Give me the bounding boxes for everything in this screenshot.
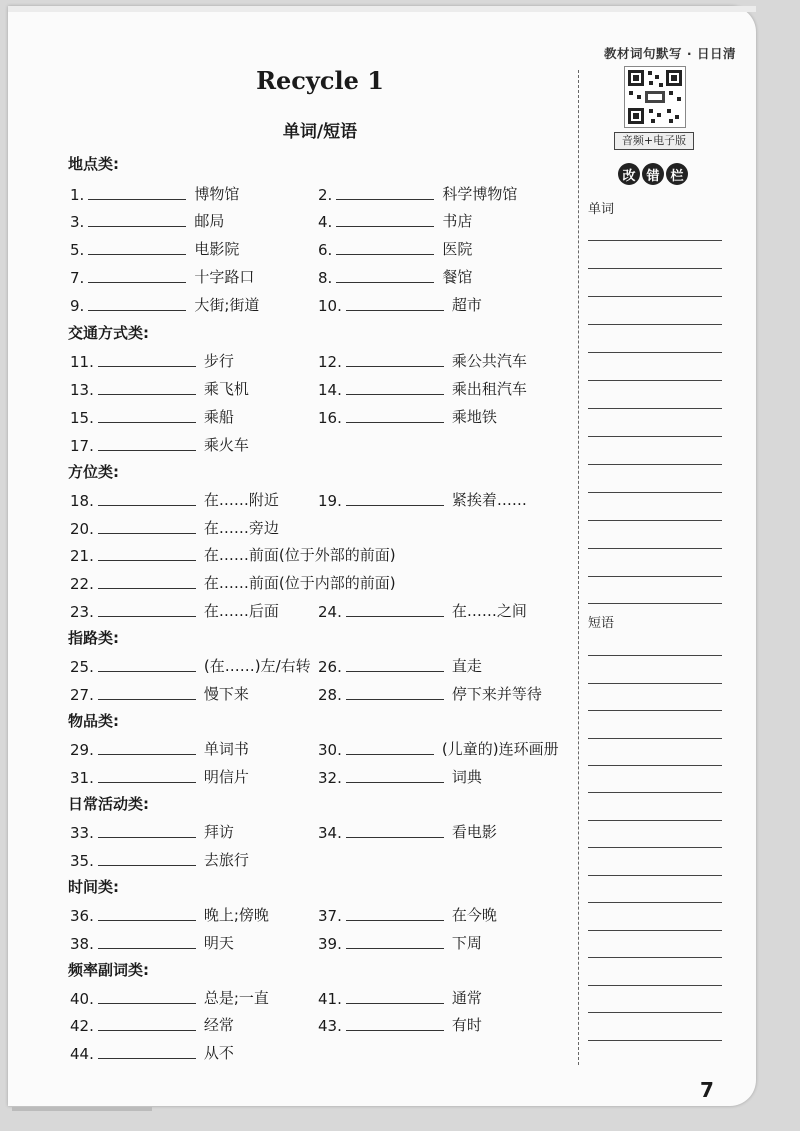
scan-edge-mark bbox=[12, 1107, 152, 1111]
correction-line[interactable] bbox=[588, 520, 722, 521]
page-top-edge bbox=[8, 6, 756, 12]
item-number: 40. bbox=[70, 990, 94, 1008]
answer-blank[interactable] bbox=[98, 947, 196, 949]
item-number: 4. bbox=[318, 213, 333, 231]
item-meaning: 大街;街道 bbox=[194, 296, 260, 314]
badge-char: 改 bbox=[618, 163, 640, 185]
item-meaning: 通常 bbox=[451, 989, 482, 1007]
correction-line[interactable] bbox=[588, 1040, 722, 1041]
item-number: 24. bbox=[318, 603, 342, 621]
answer-blank[interactable] bbox=[98, 365, 196, 367]
item-number: 23. bbox=[70, 603, 94, 621]
vocab-item-34 bbox=[318, 821, 497, 842]
badge-char: 栏 bbox=[666, 163, 688, 185]
vocab-item-19 bbox=[318, 489, 527, 510]
item-meaning: 乘飞机 bbox=[203, 380, 249, 398]
item-meaning: 乘火车 bbox=[203, 436, 249, 454]
vocab-item-23 bbox=[70, 600, 279, 621]
correction-line[interactable] bbox=[588, 408, 722, 409]
answer-blank[interactable] bbox=[346, 615, 444, 617]
item-meaning: 紧挨着…… bbox=[451, 491, 527, 509]
answer-blank[interactable] bbox=[98, 1002, 196, 1004]
vocab-item-33 bbox=[70, 821, 234, 842]
correction-line[interactable] bbox=[588, 1012, 722, 1013]
section-label-position: 方位类: bbox=[68, 463, 119, 481]
vocab-item-25 bbox=[70, 655, 311, 676]
correction-line[interactable] bbox=[588, 324, 722, 325]
correction-line[interactable] bbox=[588, 296, 722, 297]
answer-blank[interactable] bbox=[88, 281, 186, 283]
item-meaning: 餐馆 bbox=[442, 268, 473, 286]
item-number: 41. bbox=[318, 990, 342, 1008]
page-number: 7 bbox=[700, 1078, 714, 1102]
vocab-item-4 bbox=[318, 210, 472, 231]
item-number: 42. bbox=[70, 1017, 94, 1035]
item-number: 20. bbox=[70, 520, 94, 538]
item-meaning: 慢下来 bbox=[203, 685, 249, 703]
answer-blank[interactable] bbox=[346, 393, 444, 395]
vocab-item-2 bbox=[318, 183, 517, 204]
item-meaning: 单词书 bbox=[203, 740, 249, 758]
correction-line[interactable] bbox=[588, 792, 722, 793]
answer-blank[interactable] bbox=[346, 1029, 444, 1031]
item-number: 16. bbox=[318, 409, 342, 427]
item-number: 31. bbox=[70, 769, 94, 787]
item-number: 1. bbox=[70, 186, 85, 204]
item-number: 18. bbox=[70, 492, 94, 510]
item-number: 15. bbox=[70, 409, 94, 427]
answer-blank[interactable] bbox=[98, 421, 196, 423]
item-meaning: 乘公共汽车 bbox=[451, 352, 527, 370]
item-meaning: 去旅行 bbox=[203, 851, 249, 869]
item-number: 19. bbox=[318, 492, 342, 510]
answer-blank[interactable] bbox=[346, 421, 444, 423]
vocab-item-11 bbox=[70, 350, 234, 371]
item-number: 27. bbox=[70, 686, 94, 704]
answer-blank[interactable] bbox=[346, 698, 444, 700]
item-meaning: 电影院 bbox=[194, 240, 240, 258]
item-meaning: 直走 bbox=[451, 657, 482, 675]
vocab-item-21 bbox=[70, 544, 396, 565]
item-meaning: (儿童的)连环画册 bbox=[441, 740, 559, 758]
item-meaning: 医院 bbox=[442, 240, 473, 258]
vocab-item-13 bbox=[70, 378, 249, 399]
answer-blank[interactable] bbox=[346, 781, 444, 783]
vocab-item-1 bbox=[70, 183, 239, 204]
series-header: 教材词句默写 · 日日清 bbox=[604, 46, 736, 61]
answer-blank[interactable] bbox=[98, 1057, 196, 1059]
vocab-item-3 bbox=[70, 210, 224, 231]
vocab-item-38 bbox=[70, 932, 234, 953]
answer-blank[interactable] bbox=[98, 864, 196, 866]
item-number: 11. bbox=[70, 353, 94, 371]
item-meaning: 看电影 bbox=[451, 823, 497, 841]
answer-blank[interactable] bbox=[98, 532, 196, 534]
vocab-item-37 bbox=[318, 904, 497, 925]
vocab-item-27 bbox=[70, 683, 249, 704]
section-label-objects: 物品类: bbox=[68, 712, 119, 730]
item-meaning: 停下来并等待 bbox=[451, 685, 542, 703]
item-meaning: (在……)左/右转 bbox=[203, 657, 311, 675]
answer-blank[interactable] bbox=[98, 670, 196, 672]
item-meaning: 明天 bbox=[203, 934, 234, 952]
item-number: 33. bbox=[70, 824, 94, 842]
answer-blank[interactable] bbox=[98, 559, 196, 561]
item-number: 10. bbox=[318, 297, 342, 315]
vocab-item-22 bbox=[70, 572, 396, 593]
item-meaning: 下周 bbox=[451, 934, 482, 952]
item-number: 38. bbox=[70, 935, 94, 953]
section-label-frequency: 频率副词类: bbox=[68, 961, 149, 979]
vocab-item-15 bbox=[70, 406, 234, 427]
item-number: 13. bbox=[70, 381, 94, 399]
vocab-item-41 bbox=[318, 987, 482, 1008]
answer-blank[interactable] bbox=[88, 253, 186, 255]
section-label-activities: 日常活动类: bbox=[68, 795, 149, 813]
item-meaning: 步行 bbox=[203, 352, 234, 370]
correction-line[interactable] bbox=[588, 710, 722, 711]
item-number: 9. bbox=[70, 297, 85, 315]
item-meaning: 词典 bbox=[451, 768, 482, 786]
item-number: 17. bbox=[70, 437, 94, 455]
vocab-item-39 bbox=[318, 932, 482, 953]
page-subtitle: 单词/短语 bbox=[282, 122, 358, 142]
answer-blank[interactable] bbox=[346, 365, 444, 367]
correction-line[interactable] bbox=[588, 930, 722, 931]
item-meaning: 拜访 bbox=[203, 823, 234, 841]
item-meaning: 总是;一直 bbox=[203, 989, 269, 1007]
item-meaning: 在……后面 bbox=[203, 602, 279, 620]
vocab-item-32 bbox=[318, 766, 482, 787]
item-number: 21. bbox=[70, 547, 94, 565]
item-number: 14. bbox=[318, 381, 342, 399]
section-label-time: 时间类: bbox=[68, 878, 119, 896]
vocab-item-14 bbox=[318, 378, 527, 399]
item-number: 26. bbox=[318, 658, 342, 676]
item-number: 44. bbox=[70, 1045, 94, 1063]
answer-blank[interactable] bbox=[346, 504, 444, 506]
item-meaning: 在……前面(位于内部的前面) bbox=[203, 574, 396, 592]
correction-line[interactable] bbox=[588, 492, 722, 493]
vocab-item-26 bbox=[318, 655, 482, 676]
answer-blank[interactable] bbox=[346, 919, 444, 921]
correction-line[interactable] bbox=[588, 436, 722, 437]
correction-line[interactable] bbox=[588, 820, 722, 821]
vocab-item-6 bbox=[318, 238, 472, 259]
vocab-item-8 bbox=[318, 266, 472, 287]
item-meaning: 超市 bbox=[451, 296, 482, 314]
item-number: 39. bbox=[318, 935, 342, 953]
answer-blank[interactable] bbox=[346, 309, 444, 311]
vocab-item-17 bbox=[70, 434, 249, 455]
answer-blank[interactable] bbox=[98, 615, 196, 617]
correction-line[interactable] bbox=[588, 352, 722, 353]
correction-line[interactable] bbox=[588, 576, 722, 577]
vocab-item-36 bbox=[70, 904, 269, 925]
vocab-item-5 bbox=[70, 238, 239, 259]
vocab-item-20 bbox=[70, 517, 279, 538]
vocab-item-30 bbox=[318, 738, 559, 759]
item-meaning: 十字路口 bbox=[194, 268, 255, 286]
item-number: 36. bbox=[70, 907, 94, 925]
answer-blank[interactable] bbox=[98, 919, 196, 921]
answer-blank[interactable] bbox=[346, 947, 444, 949]
item-number: 29. bbox=[70, 741, 94, 759]
vocab-item-42 bbox=[70, 1014, 234, 1035]
item-number: 35. bbox=[70, 852, 94, 870]
badge-char: 错 bbox=[642, 163, 664, 185]
answer-blank[interactable] bbox=[88, 198, 186, 200]
item-number: 22. bbox=[70, 575, 94, 593]
item-meaning: 书店 bbox=[442, 212, 473, 230]
item-meaning: 在……附近 bbox=[203, 491, 279, 509]
vocab-item-29 bbox=[70, 738, 249, 759]
sidebar-words-label: 单词 bbox=[588, 202, 615, 217]
correction-line[interactable] bbox=[588, 548, 722, 549]
vocab-item-10 bbox=[318, 294, 482, 315]
vocab-item-43 bbox=[318, 1014, 482, 1035]
correction-line[interactable] bbox=[588, 738, 722, 739]
correction-line[interactable] bbox=[588, 902, 722, 903]
item-meaning: 邮局 bbox=[194, 212, 225, 230]
vocab-item-40 bbox=[70, 987, 269, 1008]
item-number: 43. bbox=[318, 1017, 342, 1035]
vocab-item-9 bbox=[70, 294, 259, 315]
answer-blank[interactable] bbox=[98, 781, 196, 783]
correction-line[interactable] bbox=[588, 875, 722, 876]
answer-blank[interactable] bbox=[98, 449, 196, 451]
section-label-directions: 指路类: bbox=[68, 629, 119, 647]
correction-line[interactable] bbox=[588, 683, 722, 684]
answer-blank[interactable] bbox=[98, 393, 196, 395]
item-meaning: 博物馆 bbox=[194, 185, 240, 203]
item-number: 8. bbox=[318, 269, 333, 287]
correction-column-badge bbox=[618, 163, 688, 185]
section-label-transport: 交通方式类: bbox=[68, 324, 149, 342]
item-number: 25. bbox=[70, 658, 94, 676]
correction-line[interactable] bbox=[588, 268, 722, 269]
correction-line[interactable] bbox=[588, 240, 722, 241]
item-meaning: 从不 bbox=[203, 1044, 234, 1062]
correction-line[interactable] bbox=[588, 985, 722, 986]
answer-blank[interactable] bbox=[346, 753, 434, 755]
item-meaning: 科学博物馆 bbox=[442, 185, 518, 203]
answer-blank[interactable] bbox=[346, 836, 444, 838]
item-meaning: 在……旁边 bbox=[203, 519, 279, 537]
answer-blank[interactable] bbox=[346, 1002, 444, 1004]
answer-blank[interactable] bbox=[88, 225, 186, 227]
vocab-item-12 bbox=[318, 350, 527, 371]
item-number: 34. bbox=[318, 824, 342, 842]
answer-blank[interactable] bbox=[98, 587, 196, 589]
vocab-item-28 bbox=[318, 683, 542, 704]
item-number: 7. bbox=[70, 269, 85, 287]
item-meaning: 有时 bbox=[451, 1016, 482, 1034]
correction-line[interactable] bbox=[588, 655, 722, 656]
vocab-item-7 bbox=[70, 266, 254, 287]
section-label-places: 地点类: bbox=[68, 155, 119, 173]
answer-blank[interactable] bbox=[346, 670, 444, 672]
item-meaning: 在……之间 bbox=[451, 602, 527, 620]
answer-blank[interactable] bbox=[98, 504, 196, 506]
item-meaning: 经常 bbox=[203, 1016, 234, 1034]
vocab-item-16 bbox=[318, 406, 497, 427]
answer-blank[interactable] bbox=[88, 309, 186, 311]
item-number: 30. bbox=[318, 741, 342, 759]
item-number: 5. bbox=[70, 241, 85, 259]
vocab-item-31 bbox=[70, 766, 249, 787]
item-meaning: 明信片 bbox=[203, 768, 249, 786]
answer-blank[interactable] bbox=[98, 836, 196, 838]
vocab-item-24 bbox=[318, 600, 527, 621]
vocab-item-35 bbox=[70, 849, 249, 870]
answer-blank[interactable] bbox=[98, 698, 196, 700]
item-number: 28. bbox=[318, 686, 342, 704]
answer-blank[interactable] bbox=[336, 253, 434, 255]
answer-blank[interactable] bbox=[98, 753, 196, 755]
answer-blank[interactable] bbox=[336, 198, 434, 200]
correction-line[interactable] bbox=[588, 957, 722, 958]
sidebar-divider bbox=[578, 70, 579, 1065]
page-title: Recycle 1 bbox=[256, 66, 384, 95]
correction-line[interactable] bbox=[588, 847, 722, 848]
vocab-item-18 bbox=[70, 489, 279, 510]
qr-label: 音频+电子版 bbox=[614, 132, 694, 150]
correction-line[interactable] bbox=[588, 464, 722, 465]
correction-line[interactable] bbox=[588, 603, 722, 604]
item-number: 2. bbox=[318, 186, 333, 204]
item-number: 6. bbox=[318, 241, 333, 259]
correction-line[interactable] bbox=[588, 380, 722, 381]
item-number: 32. bbox=[318, 769, 342, 787]
sidebar-phrases-label: 短语 bbox=[588, 616, 615, 631]
item-meaning: 晚上;傍晚 bbox=[203, 906, 269, 924]
item-meaning: 乘地铁 bbox=[451, 408, 497, 426]
vocab-item-44 bbox=[70, 1042, 234, 1063]
item-meaning: 乘船 bbox=[203, 408, 234, 426]
item-meaning: 在……前面(位于外部的前面) bbox=[203, 546, 396, 564]
item-number: 3. bbox=[70, 213, 85, 231]
answer-blank[interactable] bbox=[336, 225, 434, 227]
item-meaning: 在今晚 bbox=[451, 906, 497, 924]
item-number: 37. bbox=[318, 907, 342, 925]
correction-line[interactable] bbox=[588, 765, 722, 766]
item-number: 12. bbox=[318, 353, 342, 371]
qr-code-icon[interactable] bbox=[624, 66, 686, 128]
answer-blank[interactable] bbox=[336, 281, 434, 283]
answer-blank[interactable] bbox=[98, 1029, 196, 1031]
item-meaning: 乘出租汽车 bbox=[451, 380, 527, 398]
